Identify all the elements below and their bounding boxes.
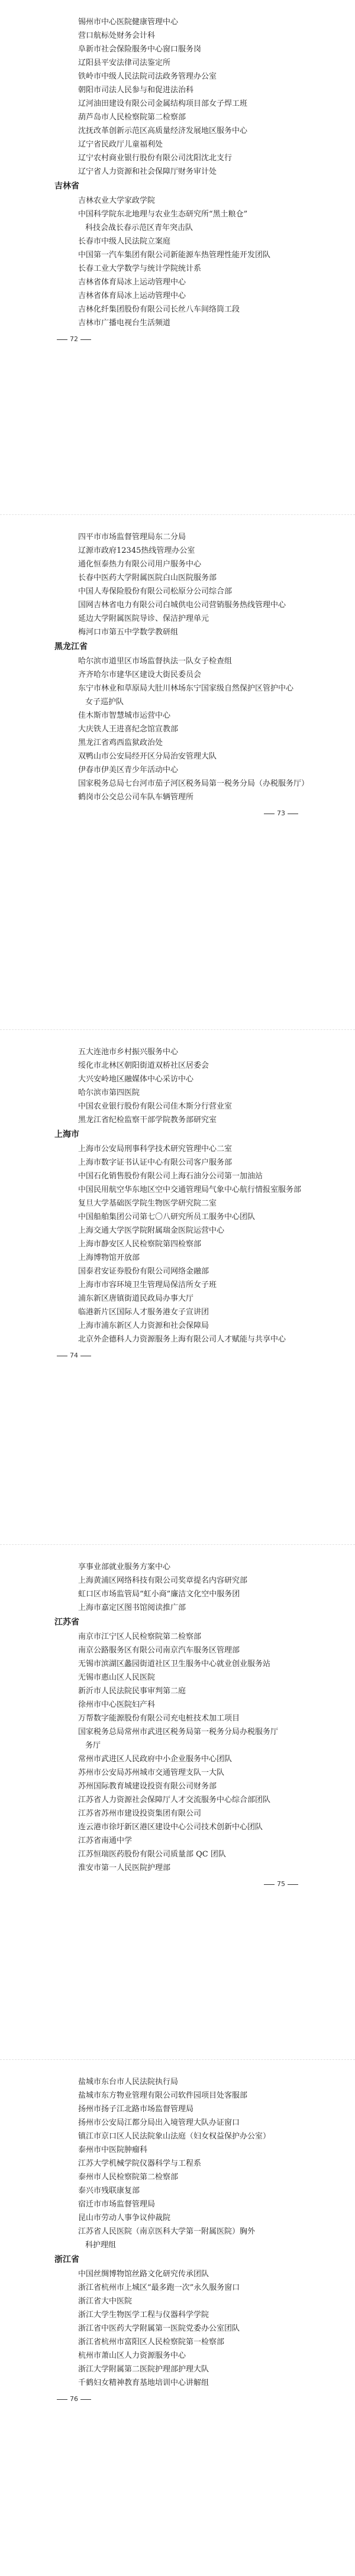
honoree-entry: 泰州市中医院肿瘤科	[78, 2146, 148, 2154]
honoree-entry: 长春工业大学数学与统计学院统计系	[78, 264, 202, 273]
honoree-entry: 吉林省体育局冰上运动管理中心	[78, 291, 186, 300]
honoree-entry: 上海市浦东新区人力资源和社会保障局	[78, 1321, 209, 1330]
honoree-entry: 万帮数字能源股份有限公司充电桩技术加工项目	[78, 1714, 240, 1723]
honoree-entry: 大兴安岭地区融媒体中心采访中心	[78, 1075, 194, 1084]
honoree-entry: 常州市武进区人民政府中小企业服务中心团队	[78, 1755, 233, 1764]
honoree-entry: 浙江省杭州市上城区“最多跑一次”永久服务窗口	[78, 2283, 240, 2292]
honoree-entry: 杭州市萧山区人力资源服务中心	[78, 2351, 186, 2360]
region-heading: 上海市	[54, 1130, 79, 1139]
honoree-entry: 江苏省人力资源社会保障厅人才交流服务中心综合部团队	[78, 1796, 271, 1804]
honoree-entry: 江苏大学机械学院仪器科学与工程系	[78, 2159, 202, 2168]
honoree-entry: 江苏省南通中学	[78, 1836, 133, 1845]
honoree-entry: 东宁市林业和草原局大肚川林场东宁国家级自然保护区管护中心	[78, 684, 294, 693]
honoree-entry: 昆山市劳动人事争议仲裁院	[78, 2214, 171, 2222]
honoree-entry: 四平市市场监督管理局东二分局	[78, 533, 186, 542]
honoree-entry: 中国民用航空华东地区空中交通管理局气象中心航行情报室服务部	[78, 1185, 302, 1194]
document-page	[0, 0, 355, 515]
honoree-entry: 复旦大学基础医学院生物医学研究院二室	[78, 1199, 217, 1208]
honoree-entry: 延边大学附属医院导诊、保洁护理单元	[78, 614, 209, 623]
honoree-entry: 浦东新区唐镇街道民政局办事大厅	[78, 1294, 194, 1303]
honoree-entry: 大庆铁人王进喜纪念馆宣教部	[78, 725, 179, 734]
honoree-entry: 苏州市公安局苏州城市交通管理支队一大队	[78, 1768, 225, 1777]
honoree-entry: 上海市数字证书认证中心有限公司客户服务部	[78, 1158, 233, 1167]
honoree-entry: 浙江大学生物医学工程与仪器科学学院	[78, 2311, 209, 2319]
honoree-entry: 黑龙江省纪检监察干部学院教务部研究室	[78, 1116, 217, 1125]
honoree-entry: 沈抚改革创新示范区高质量经济发展地区服务中心	[78, 127, 248, 135]
page-number	[54, 2393, 301, 2405]
honoree-entry: 科技会战长春示范区青年突击队	[85, 223, 193, 232]
honoree-entry: 虹口区市场监管局“虹小商”廉洁文化空中服务团	[78, 1590, 240, 1599]
region-heading: 黑龙江省	[54, 642, 88, 652]
honoree-entry: 中国农业银行股份有限公司佳木斯分行营业室	[78, 1102, 233, 1111]
honoree-entry: 锡州市中心医院健康管理中心	[78, 18, 179, 27]
document-page	[0, 1030, 355, 1545]
honoree-entry: 长春市中级人民法院立案庭	[78, 237, 171, 246]
honoree-entry: 吉林省体育局冰上运动管理中心	[78, 278, 186, 287]
honoree-entry: 国家税务总局常州市武进区税务局第一税务分局办税服务厅	[78, 1728, 279, 1736]
honoree-entry: 中国人寿保险股份有限公司松原分公司综合部	[78, 587, 233, 596]
honoree-entry: 盐城市东台市人民法院执行局	[78, 2078, 179, 2086]
honoree-entry: 新沂市人民法院民事审判第二庭	[78, 1687, 186, 1696]
honoree-entry: 盐城市东方物业管理有限公司软件园项目处客服部	[78, 2091, 248, 2100]
page-number	[54, 333, 301, 345]
page-number	[54, 808, 301, 819]
page-number-text: 72	[70, 335, 78, 343]
honoree-entry: 无锡市滨湖区蠡园街道社区卫生服务中心就业创业服务站	[78, 1660, 271, 1668]
honoree-entry: 务厅	[85, 1741, 101, 1750]
page-number-text: 73	[277, 809, 285, 817]
page-number	[54, 1878, 301, 1890]
honoree-entry: 苏州国际教育城建设投资有限公司财务部	[78, 1782, 217, 1791]
honoree-entry: 中国船舶集团公司第七〇八研究所员工服务中心团队	[78, 1213, 256, 1221]
honoree-entry: 扬州市扬子江北路市场监督管理局	[78, 2105, 194, 2114]
honoree-entry: 佳木斯市智慧城市运营中心	[78, 711, 171, 720]
honoree-entry: 上海市嘉定区图书馆阅读推广部	[78, 1603, 186, 1612]
honoree-entry: 辽宁省人力资源和社会保障厅财务审计处	[78, 167, 217, 176]
honoree-entry: 上海市公安局刑事科学技术研究管理中心二室	[78, 1145, 233, 1153]
honoree-entry: 镇江市京口区人民法院象山法庭（妇女权益保护办公室）	[78, 2132, 271, 2141]
honoree-entry: 朝阳市司法人民参与和促进法治科	[78, 86, 194, 95]
honoree-entry: 江苏省苏州市建设投资集团有限公司	[78, 1809, 202, 1818]
page-number	[54, 1350, 301, 1362]
honoree-entry: 阜新市社会保险服务中心窗口服务岗	[78, 45, 202, 54]
honoree-entry: 千鹤妇女精神教育基地培训中心讲解组	[78, 2379, 209, 2387]
honoree-entry: 国家税务总局七台河市茄子河区税务局第一税务分局（办税服务厅）	[78, 779, 309, 788]
honoree-entry: 辽宁省民政厅儿童福利处	[78, 140, 163, 149]
honoree-entry: 吉林农业大学家政学院	[78, 196, 156, 205]
honoree-entry: 国网吉林省电力有限公司白城供电公司营销服务热线管理中心	[78, 601, 286, 610]
honoree-entry: 哈尔滨市第四医院	[78, 1088, 140, 1097]
region-heading: 浙江省	[54, 2255, 79, 2264]
honoree-entry: 双鸭山市公安局经开区分局治安管理大队	[78, 752, 217, 761]
document-page	[0, 2060, 355, 2576]
honoree-entry: 浙江省杭州市富阳区人民检察院第一检察部	[78, 2338, 225, 2347]
honoree-entry: 辽河油田建设有限公司金属结构项目部女子焊工班	[78, 99, 248, 108]
honoree-entry: 泰兴市残联康复部	[78, 2186, 140, 2195]
honoree-entry: 江苏恒瑞医药股份有限公司质量部 QC 团队	[78, 1850, 226, 1859]
honoree-entry: 上海交通大学医学院附属瑞金医院运营中心	[78, 1226, 225, 1235]
honoree-entry: 淮安市第一人民医院护理部	[78, 1864, 171, 1872]
honoree-entry: 南京市江宁区人民检察院第二检察部	[78, 1632, 202, 1641]
honoree-entry: 中国科学院东北地理与农业生态研究所“黑土粮仓”	[78, 210, 248, 219]
honoree-entry: 上海黄浦区网络科技有限公司奖章提名内容研究部	[78, 1576, 248, 1585]
honoree-entry: 北京外企德科人力资源服务上海有限公司人才赋能与共享中心	[78, 1335, 286, 1344]
honoree-entry: 无锡市惠山区人民医院	[78, 1673, 156, 1682]
honoree-entry: 扬州市公安局江都分局出入境管理大队办证窗口	[78, 2118, 240, 2127]
honoree-entry: 营口航标处财务会计科	[78, 31, 156, 40]
page-number-text: 76	[70, 2395, 78, 2403]
honoree-entry: 伊春市伊美区青少年活动中心	[78, 766, 179, 775]
honoree-entry: 辽宁农村商业银行股份有限公司沈阳沈北支行	[78, 154, 233, 163]
honoree-entry: 女子巡护队	[85, 698, 124, 707]
honoree-entry: 上海市市容环境卫生管理局保洁所女子班	[78, 1281, 217, 1289]
honoree-entry: 南京公路服务区有限公司南京汽车服务区管理部	[78, 1646, 240, 1655]
honoree-entry: 临港新片区国际人才服务港女子宣讲团	[78, 1308, 209, 1317]
honoree-entry: 泰州市人民检察院第二检察部	[78, 2173, 179, 2182]
honoree-entry: 国泰君安证券股份有限公司网络金融部	[78, 1267, 209, 1276]
honoree-entry: 上海博物馆开放部	[78, 1253, 140, 1262]
honoree-entry: 连云港市徐圩新区港区建设中心公司技术创新中心团队	[78, 1823, 263, 1832]
honoree-entry: 梅河口市第五中学数学教研组	[78, 628, 179, 637]
honoree-entry: 中国第一汽车集团有限公司新能源车热管理性能开发团队	[78, 251, 271, 260]
honoree-entry: 浙江大学附属第二医院护理部护理大队	[78, 2365, 209, 2374]
honoree-entry: 长春中医药大学附属医院白山医院服务部	[78, 573, 217, 582]
honoree-entry: 徐州市中心医院妇产科	[78, 1700, 156, 1709]
honoree-entry: 科护理组	[85, 2241, 117, 2250]
honoree-entry: 五大连池市乡村振兴服务中心	[78, 1048, 179, 1057]
honoree-entry: 浙江省大中医院	[78, 2297, 133, 2306]
honoree-entry: 中国丝绸博物馆丝路文化研究传承团队	[78, 2270, 209, 2279]
page-number-text: 75	[277, 1880, 285, 1888]
honoree-entry: 吉林化纤集团股份有限公司长丝八车间络筒工段	[78, 305, 240, 314]
document-page	[0, 1545, 355, 2060]
honoree-entry: 齐齐哈尔市建华区建设大街民委员会	[78, 670, 202, 679]
honoree-entry: 吉林市广播电视台生活频道	[78, 319, 171, 328]
document-page	[0, 515, 355, 1030]
honoree-entry: 绥化市北林区朝阳街道双桥社区居委会	[78, 1061, 209, 1070]
honoree-entry: 通化恒泰热力有限公司用户服务中心	[78, 560, 202, 569]
honoree-entry: 哈尔滨市道里区市场监督执法一队女子检查组	[78, 657, 233, 666]
page-number-text: 74	[70, 1352, 78, 1359]
honoree-entry: 鹤岗市公交总公司车队车辆管理所	[78, 793, 194, 802]
region-heading: 江苏省	[54, 1618, 79, 1627]
honoree-entry: 宿迁市市场监督管理局	[78, 2200, 156, 2209]
honoree-entry: 黑龙江省鸡西监狱政治处	[78, 738, 163, 747]
honoree-entry: 江苏省人民医院（南京医科大学第一附属医院）胸外	[78, 2227, 256, 2236]
honoree-entry: 享事业部就业服务方案中心	[78, 1563, 171, 1571]
honoree-entry: 中国石化销售股份有限公司上海石油分公司第一加油站	[78, 1172, 263, 1181]
honoree-entry: 葫芦岛市人民检察院第二检察部	[78, 113, 186, 122]
honoree-entry: 铁岭市中级人民法院司法政务管理办公室	[78, 72, 217, 81]
honoree-entry: 辽源市政府12345热线管理办公室	[78, 546, 195, 555]
honoree-entry: 浙江省中医药大学附属第一医院党委办公室团队	[78, 2324, 240, 2333]
honoree-entry: 辽阳县平安法律司法鉴定所	[78, 59, 171, 67]
honoree-entry: 上海市静安区人民检察院第四检察部	[78, 1240, 202, 1249]
region-heading: 吉林省	[54, 182, 79, 191]
